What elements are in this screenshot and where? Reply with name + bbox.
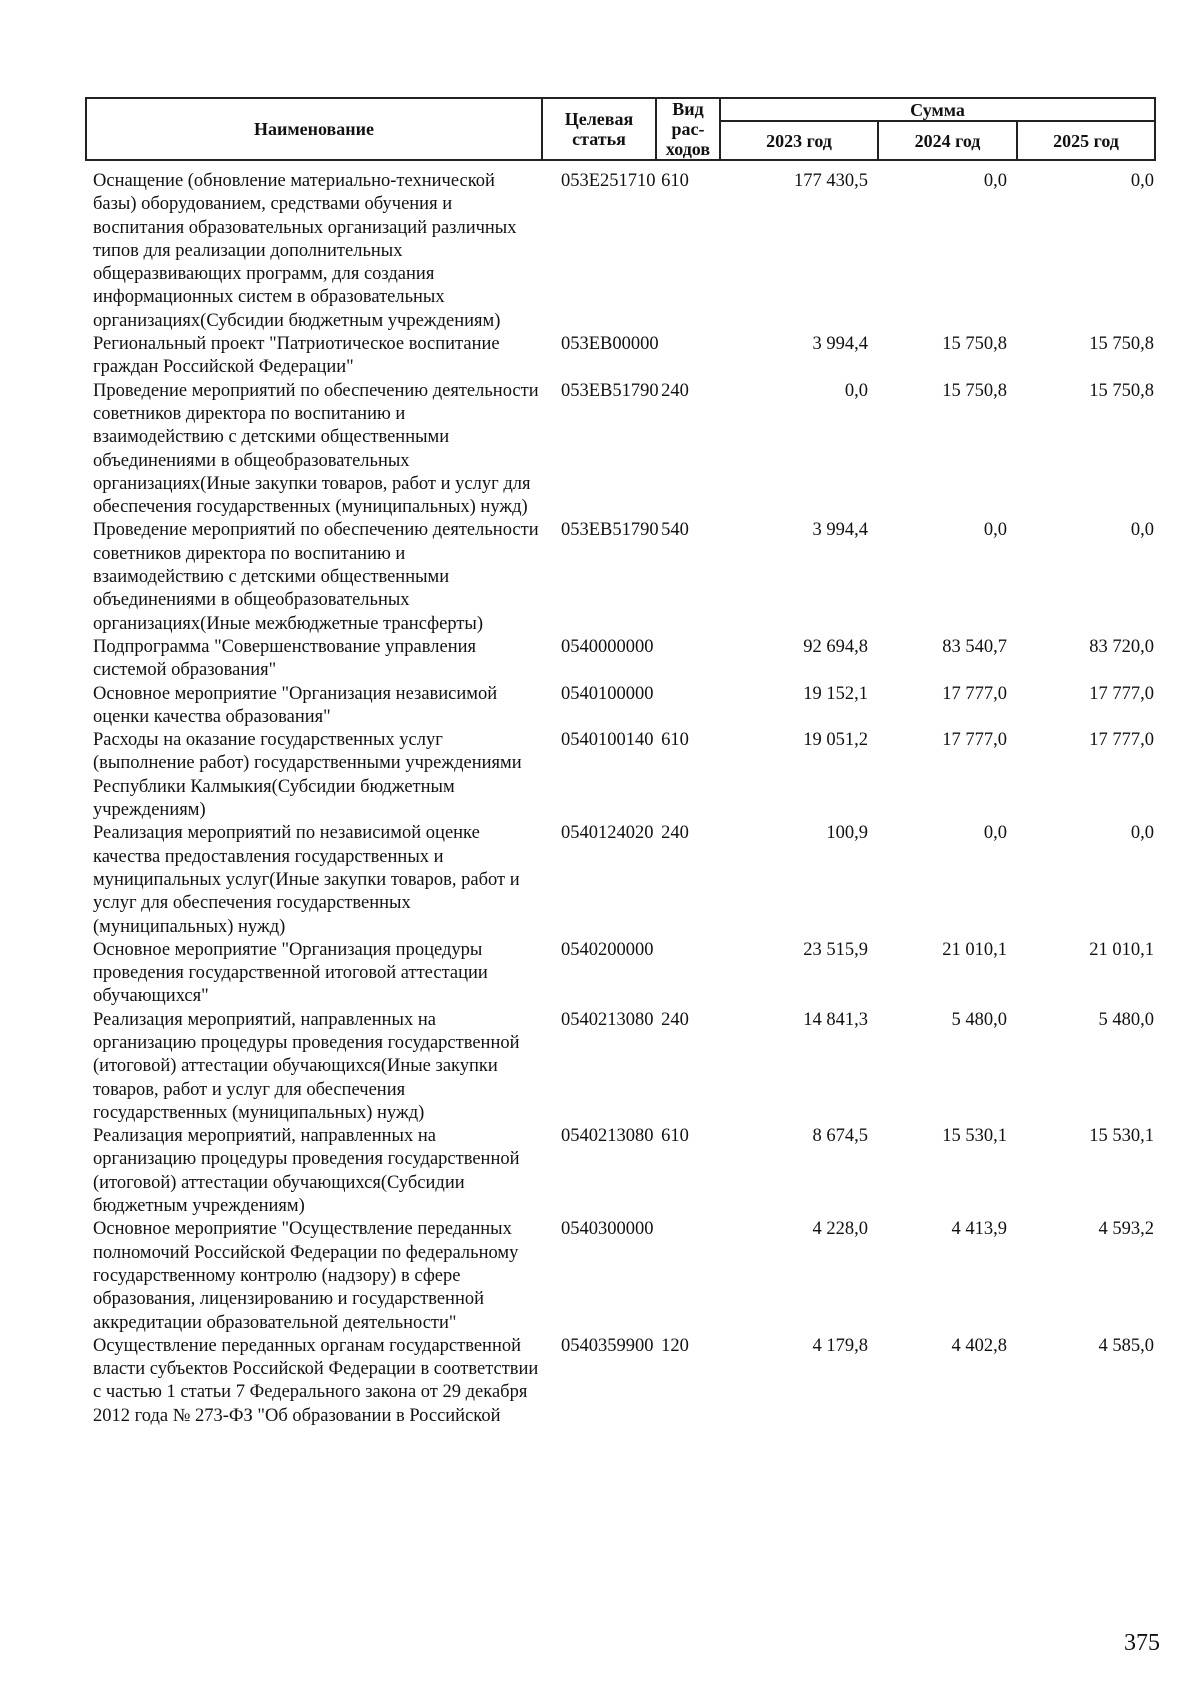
- row-sum-2023: 3 994,4: [812, 520, 868, 541]
- row-sum-2025: 21 010,1: [1089, 939, 1154, 960]
- table-row: [85, 1009, 1154, 1125]
- row-expense-type: 240: [661, 1009, 689, 1030]
- row-expense-type: 240: [661, 823, 689, 844]
- header-name: Наименование: [86, 98, 542, 160]
- row-sum-2023: 4 179,8: [812, 1335, 868, 1356]
- table-row: [85, 170, 1154, 333]
- page-number: 375: [1124, 1630, 1160, 1656]
- row-sum-2024: 17 777,0: [942, 730, 1007, 751]
- row-sum-2023: 19 152,1: [803, 683, 868, 704]
- table-row: [85, 822, 1154, 938]
- row-sum-2025: 17 777,0: [1089, 683, 1154, 704]
- row-sum-2025: 5 480,0: [1098, 1009, 1154, 1030]
- row-sum-2025: 0,0: [1130, 823, 1154, 844]
- row-sum-2024: 17 777,0: [942, 683, 1007, 704]
- row-name: Проведение мероприятий по обеспечению деятельности советников директора по воспитанию и взаимодействию с детскими общественными объединениями в общеобразовательных организациях(Иные закупки товаров, работ и услуг для обеспечения государственных (муниципальных) нужд): [93, 380, 539, 518]
- row-name: Основное мероприятие "Осуществление переданных полномочий Российской Федерации по федеральному государственному контролю (надзору) в сфере образования, лицензированию и государственной аккредитации образовательной деятельности": [93, 1219, 519, 1333]
- row-sum-2023: 4 228,0: [812, 1219, 868, 1240]
- table-row: [85, 1125, 1154, 1218]
- row-sum-2023: 19 051,2: [803, 730, 868, 751]
- row-target-article: 0540213080: [561, 1126, 654, 1147]
- row-target-article: 0540124020: [561, 823, 654, 844]
- header-sum: Сумма: [720, 98, 1155, 121]
- row-target-article: 053EB00000: [561, 334, 659, 355]
- row-target-article: 053E251710: [561, 171, 656, 191]
- table-row: [85, 939, 1154, 1009]
- row-sum-2024: 15 750,8: [942, 334, 1007, 355]
- row-expense-type: 610: [661, 730, 689, 751]
- table-row: [85, 1335, 1154, 1428]
- table-row: [85, 729, 1154, 822]
- row-sum-2024: 4 413,9: [951, 1219, 1007, 1240]
- row-sum-2024: 83 540,7: [942, 636, 1007, 657]
- row-name: Основное мероприятие "Организация независимой оценки качества образования": [93, 683, 498, 727]
- row-sum-2024: 0,0: [983, 171, 1007, 191]
- row-sum-2023: 3 994,4: [812, 334, 868, 355]
- row-sum-2023: 177 430,5: [794, 171, 868, 191]
- row-target-article: 0540300000: [561, 1219, 654, 1240]
- row-sum-2023: 0,0: [844, 380, 868, 401]
- row-sum-2025: 15 750,8: [1089, 334, 1154, 355]
- row-target-article: 0540000000: [561, 636, 654, 657]
- row-name: Реализация мероприятий, направленных на организацию процедуры проведения государственной (итоговой) аттестации обучающихся(Субсидии бюджетным учреждениям): [93, 1126, 520, 1217]
- row-sum-2024: 4 402,8: [951, 1335, 1007, 1356]
- row-sum-2023: 23 515,9: [803, 939, 868, 960]
- row-name: Реализация мероприятий по независимой оценке качества предоставления государственных и муниципальных услуг(Иные закупки товаров, работ и услуг для обеспечения государственных (муниципальных) нужд): [93, 823, 520, 937]
- row-target-article: 0540100140: [561, 730, 654, 751]
- row-sum-2025: 17 777,0: [1089, 730, 1154, 751]
- row-target-article: 0540359900: [561, 1335, 654, 1356]
- table-header: [85, 97, 1156, 161]
- row-expense-type: 610: [661, 171, 689, 191]
- row-expense-type: 610: [661, 1126, 689, 1147]
- row-sum-2023: 100,9: [826, 823, 868, 844]
- row-sum-2025: 15 530,1: [1089, 1126, 1154, 1147]
- header-expense-type: Вид рас-ходов: [656, 98, 720, 160]
- header-year-2024: 2024 год: [878, 121, 1017, 160]
- row-expense-type: 120: [661, 1335, 689, 1356]
- row-target-article: 053EB51790: [561, 380, 659, 401]
- header-year-2025: 2025 год: [1017, 121, 1155, 160]
- row-sum-2024: 15 530,1: [942, 1126, 1007, 1147]
- row-name: Оснащение (обновление материально-технической базы) оборудованием, средствами обучения и воспитания образовательных организаций различных типов для реализации дополнительных общеразвивающих программ, для создания информационных систем в образовательных организациях(Субсидии бюджетным учреждениям): [93, 171, 517, 331]
- table-body: [85, 170, 1154, 1428]
- table-row: [85, 1218, 1154, 1334]
- table-row: [85, 380, 1154, 520]
- row-sum-2025: 4 585,0: [1098, 1335, 1154, 1356]
- table-row: [85, 519, 1154, 635]
- header-target-article: Целевая статья: [542, 98, 656, 160]
- row-target-article: 053EB51790: [561, 520, 659, 541]
- row-target-article: 0540100000: [561, 683, 654, 704]
- row-sum-2025: 83 720,0: [1089, 636, 1154, 657]
- row-sum-2023: 8 674,5: [812, 1126, 868, 1147]
- row-name: Проведение мероприятий по обеспечению деятельности советников директора по воспитанию и взаимодействию с детскими общественными объединениями в общеобразовательных организациях(Иные межбюджетные трансферты): [93, 520, 539, 634]
- row-sum-2025: 0,0: [1130, 520, 1154, 541]
- row-target-article: 0540200000: [561, 939, 654, 960]
- row-name: Осуществление переданных органам государственной власти субъектов Российской Федерации в соответствии с частью 1 статьи 7 Федерального закона от 29 декабря 2012 года № 273-ФЗ "Об образовании в Российской: [93, 1335, 539, 1426]
- row-name: Расходы на оказание государственных услуг (выполнение работ) государственными учреждениями Республики Калмыкия(Субсидии бюджетным учреждениям): [93, 730, 522, 821]
- row-expense-type: 240: [661, 380, 689, 401]
- row-sum-2025: 15 750,8: [1089, 380, 1154, 401]
- row-sum-2024: 21 010,1: [942, 939, 1007, 960]
- row-sum-2025: 0,0: [1130, 171, 1154, 191]
- row-name: Подпрограмма "Совершенствование управления системой образования": [93, 636, 476, 681]
- row-expense-type: 540: [661, 520, 689, 541]
- row-sum-2024: 0,0: [983, 520, 1007, 541]
- table-row: [85, 333, 1154, 380]
- row-sum-2023: 92 694,8: [803, 636, 868, 657]
- table-row: [85, 683, 1154, 730]
- row-sum-2023: 14 841,3: [803, 1009, 868, 1030]
- row-sum-2024: 0,0: [983, 823, 1007, 844]
- row-target-article: 0540213080: [561, 1009, 654, 1030]
- row-sum-2025: 4 593,2: [1098, 1219, 1154, 1240]
- row-name: Реализация мероприятий, направленных на организацию процедуры проведения государственной (итоговой) аттестации обучающихся(Иные закупки товаров, работ и услуг для обеспечения государственных (муниципальных) нужд): [93, 1009, 520, 1123]
- row-name: Основное мероприятие "Организация процедуры проведения государственной итоговой аттестации обучающихся": [93, 939, 488, 1007]
- row-name: Региональный проект "Патриотическое воспитание граждан Российской Федерации": [93, 334, 500, 378]
- table-row: [85, 636, 1154, 683]
- header-year-2023: 2023 год: [720, 121, 878, 160]
- row-sum-2024: 5 480,0: [951, 1009, 1007, 1030]
- row-sum-2024: 15 750,8: [942, 380, 1007, 401]
